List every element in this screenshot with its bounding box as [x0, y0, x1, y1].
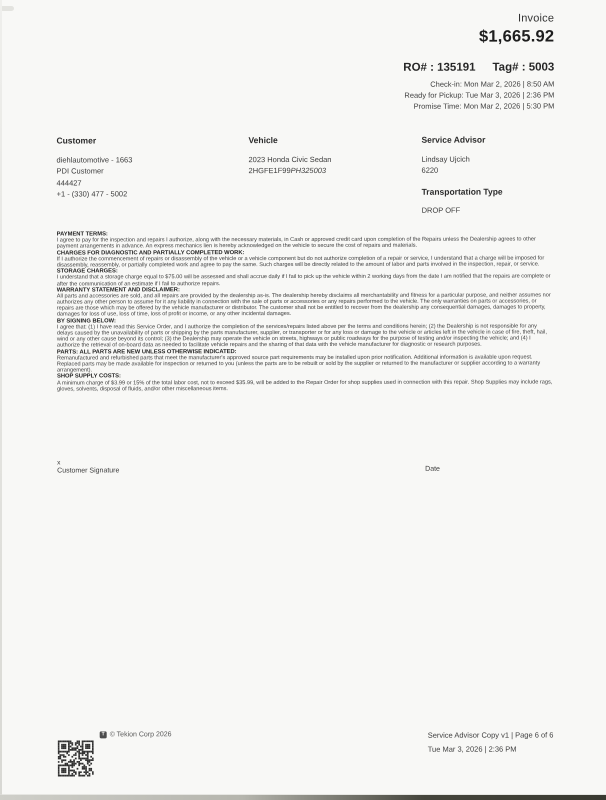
signature-x-mark: x [57, 459, 61, 467]
ready-for-pickup-time: Ready for Pickup: Tue Mar 3, 2026 | 2:36 PM [404, 90, 555, 100]
invoice-total: $1,665.92 [479, 27, 555, 46]
terms-section-payment [57, 230, 554, 250]
terms-body: I agree to pay for the inspection and repairs I authorize, along with the necessary materials, in Cash or approved credit card upon completion of the Repairs unless the Dealership agrees to other payment arrangements in advance. An express mechanics lien is hereby acknowledged on the vehicle to secure the cost of repairs and materials. [56, 236, 536, 250]
scan-left-edge [0, 0, 2, 800]
terms-heading: PARTS: ALL PARTS ARE NEW UNLESS OTHERWISE INDICATED: [56, 348, 237, 356]
terms-heading: BY SIGNING BELOW: [56, 318, 116, 325]
terms-body: All parts and accessories are sold, and all repairs are provided by the dealership as-is. The dealership hereby disclaims all merchantability and fitness for a particular purpose, and neither assumes nor authorizes any other person to assume for it any liability in connection with the sale of parts or accessories or any repairs performed to the vehicle. The only warranties on parts or accessories, or repairs are those which may be offered by the vehicle manufacturer or distributor. The customer shall not be entitled to recover from the dealership any consequential damages, damages to property, damages for loss of use, loss of time, loss of profit or income, or any other incidental damages. [56, 292, 551, 318]
date-label: Date [425, 465, 440, 473]
checkin-time: Check-in: Mon Mar 2, 2026 | 8:50 AM [430, 79, 555, 89]
ro-tag-line [403, 61, 554, 73]
service-advisor-section [421, 135, 502, 217]
ro-number: RO# : 135191 [403, 61, 476, 74]
customer-id: 444427 [56, 177, 82, 188]
scan-smudge [0, 6, 14, 11]
terms-section-warranty [57, 286, 554, 318]
terms-heading: SHOP SUPPLY COSTS: [56, 373, 121, 380]
customer-label: Customer [56, 135, 97, 146]
terms-section-storage-charges [57, 268, 554, 288]
customer-signature-label: Customer Signature [57, 467, 120, 475]
vehicle-section [248, 135, 331, 177]
invoice-header [403, 12, 554, 112]
promise-time: Promise Time: Mon Mar 2, 2026 | 5:30 PM [413, 101, 555, 111]
invoice-label: Invoice [517, 12, 555, 25]
terms-body: I understand that a storage charge equal to $75.00 will be assessed and shall accrue daily if I fail to pick up the vehicle within 2 working days from the date I am notified that the repairs are complete or after the communication of an estimate if I fail to authorize repairs. [56, 273, 551, 288]
print-datetime: Tue Mar 3, 2026 | 2:36 PM [427, 744, 517, 754]
copy-version-page: Service Advisor Copy v1 | Page 6 of 6 [427, 730, 554, 740]
vehicle-model: 2023 Honda Civic Sedan [248, 154, 332, 164]
transportation-type-label: Transportation Type [421, 186, 503, 197]
terms-body: Remanufactured and refurbished parts that meet the manufacturer's approved source part requirements may be installed upon prior notification. Additional information is available upon request. Replaced parts may be made available for inspection or returned to you (unless the parts are to be rebuilt or sold by the supplier or returned to the manufacturer or supplier according to a warranty arrangement). [56, 354, 541, 374]
scan-bottom-edge [0, 795, 606, 800]
copyright-line [100, 731, 172, 738]
customer-section [56, 135, 132, 200]
terms-heading: STORAGE CHARGES: [56, 268, 118, 275]
transportation-type-value: DROP OFF [421, 205, 461, 215]
service-advisor-name: Lindsay Ujcich [421, 154, 470, 164]
tekion-logo-icon: T [101, 731, 105, 738]
terms-heading: CHARGES FOR DIAGNOSTIC AND PARTIALLY COMPLETED WORK: [56, 249, 245, 257]
customer-type: PDI Customer [56, 166, 104, 176]
customer-name: diehlautomotive - 1663 [56, 154, 133, 165]
vehicle-vin [249, 165, 332, 177]
customer-signature-block [57, 459, 119, 474]
vehicle-label: Vehicle [248, 135, 278, 146]
vin-prefix: 2HGFE1F99 [248, 166, 291, 176]
service-advisor-label: Service Advisor [421, 134, 486, 145]
terms-body: A minimum charge of $3.99 or 15% of the total labor cost, not to exceed $35.99, will be added to the Repair Order for shop supplies used in connection with this repair. Shop Supplies may include rags, gloves, solvents, disposal of fluids, and/or other miscellaneous items. [56, 378, 553, 393]
terms-section-shop-supply [57, 373, 554, 393]
terms-heading: PAYMENT TERMS: [56, 231, 108, 238]
terms-body: I agree that: (1) I have read this Service Order, and I authorize the completion of the services/repairs listed above per the terms and conditions herein; (2) the Dealership is not responsible for any delays caused by the unavailability of parts or shipping by the parts manufacturer, supplier, or transporter or for any loss or damage to the vehicle or articles left in the vehicle in case of fire, theft, hail, wind or any other cause beyond its control; (3) the Dealership may operate the vehicle on streets, highways or public roadways for the purpose of testing and/or inspecting the vehicle; and (4) I authorize the retrieval of on-board data as needed to facilitate vehicle repairs and the sharing of that data with the vehicle manufacturer for diagnostic or research purposes. [56, 323, 547, 349]
terms-section-by-signing [57, 317, 554, 349]
terms-and-conditions [57, 230, 554, 392]
vin-suffix: PH325003 [290, 165, 327, 176]
terms-heading: WARRANTY STATEMENT AND DISCLAIMER: [56, 286, 180, 294]
terms-section-parts [57, 348, 554, 374]
ro-meta-times [403, 79, 554, 112]
service-advisor-id: 6220 [421, 165, 439, 175]
copyright-text: © Tekion Corp 2026 [109, 731, 172, 739]
terms-section-diagnostic-charges [57, 249, 554, 269]
qr-code [58, 740, 94, 776]
customer-phone: +1 - (330) 477 - 5002 [56, 189, 128, 199]
terms-body: If I authorize the commencement of repairs or disassembly of the vehicle or a vehicle component but do not authorize completion of a repair or service, I understand that a charge will be imposed for disassembly, reassembly, or partially completed work and agree to pay the same. Such charges will be directly related to the amount of labor and parts involved in the inspection, repair, or service. [56, 255, 545, 269]
tag-number: Tag# : 5003 [492, 61, 555, 74]
footer-page-info [428, 728, 554, 755]
